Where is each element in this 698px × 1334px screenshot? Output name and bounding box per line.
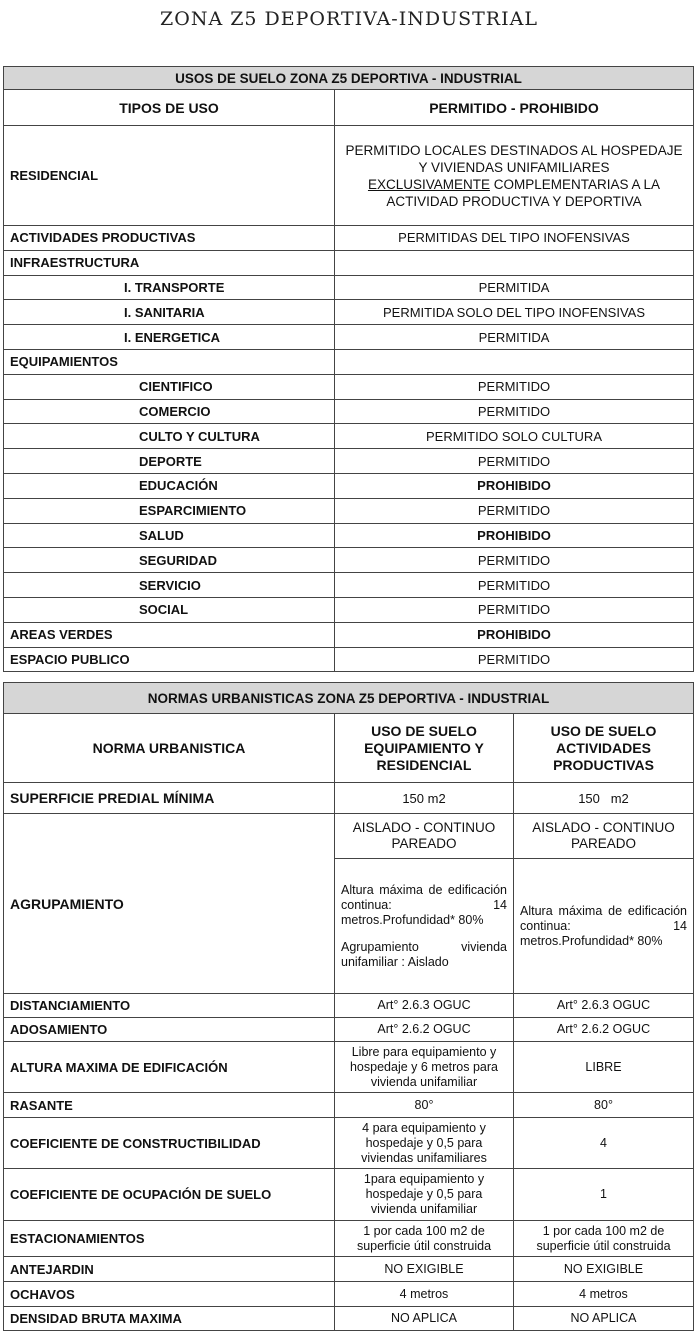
row-value: PROHIBIDO [335, 473, 694, 498]
row-value [335, 126, 694, 226]
row-label: EDUCACIÓN [4, 473, 335, 498]
row-value: PERMITIDO [335, 548, 694, 573]
row-label: CULTO Y CULTURA [4, 424, 335, 449]
table-caption-row [4, 67, 694, 90]
row-label: ACTIVIDADES PRODUCTIVAS [4, 226, 335, 251]
normas-urbanisticas-table [3, 682, 694, 1331]
table-row [4, 449, 694, 474]
table-row [4, 1307, 694, 1331]
table-row [4, 1042, 694, 1093]
column-header: USO DE SUELO EQUIPAMIENTO Y RESIDENCIAL [335, 714, 514, 783]
row-value: NO EXIGIBLE [335, 1257, 514, 1282]
row-label: I. ENERGETICA [4, 325, 335, 350]
row-value: 80° [335, 1093, 514, 1118]
row-value [335, 859, 514, 994]
row-value: NO APLICA [514, 1307, 694, 1331]
table-caption: NORMAS URBANISTICAS ZONA Z5 DEPORTIVA - INDUSTRIAL [4, 683, 694, 714]
table-row [4, 1282, 694, 1307]
row-label: AGRUPAMIENTO [4, 814, 335, 994]
row-label: ESPARCIMIENTO [4, 498, 335, 523]
row-value: Art° 2.6.3 OGUC [514, 994, 694, 1018]
row-value: PERMITIDA SOLO DEL TIPO INOFENSIVAS [335, 300, 694, 325]
row-value [335, 250, 694, 275]
row-label: ESPACIO PUBLICO [4, 647, 335, 672]
table-row [4, 424, 694, 449]
row-label: EQUIPAMIENTOS [4, 349, 335, 374]
value-text: Altura máxima de edificación continua: 14 metros.Profundidad* 80% [341, 882, 507, 927]
table-row [4, 498, 694, 523]
row-label: DEPORTE [4, 449, 335, 474]
row-value: Art° 2.6.2 OGUC [514, 1018, 694, 1042]
table-row [4, 250, 694, 275]
table-row [4, 1257, 694, 1282]
row-label: I. TRANSPORTE [4, 275, 335, 300]
row-label: SUPERFICIE PREDIAL MÍNIMA [4, 783, 335, 814]
row-value: 1 por cada 100 m2 de superficie útil construida [514, 1221, 694, 1257]
page-title: ZONA Z5 DEPORTIVA-INDUSTRIAL [160, 8, 538, 30]
row-value: 1para equipamiento y hospedaje y 0,5 para vivienda unifamiliar [335, 1169, 514, 1221]
table-caption: USOS DE SUELO ZONA Z5 DEPORTIVA - INDUSTRIAL [4, 67, 694, 90]
row-value: PERMITIDO [335, 647, 694, 672]
row-label: SERVICIO [4, 573, 335, 598]
row-label: ESTACIONAMIENTOS [4, 1221, 335, 1257]
row-value: 4 metros [335, 1282, 514, 1307]
row-value: PROHIBIDO [335, 523, 694, 548]
table-row [4, 1018, 694, 1042]
row-label: I. SANITARIA [4, 300, 335, 325]
row-value: 150 m2 [514, 783, 694, 814]
row-value: Altura máxima de edificación continua: 14 metros.Profundidad* 80% [514, 859, 694, 994]
row-label: ANTEJARDIN [4, 1257, 335, 1282]
row-value: PERMITIDO [335, 449, 694, 474]
row-value: PERMITIDAS DEL TIPO INOFENSIVAS [335, 226, 694, 251]
row-label: CIENTIFICO [4, 374, 335, 399]
table-row [4, 325, 694, 350]
row-value: 150 m2 [335, 783, 514, 814]
table-row [4, 573, 694, 598]
row-value: NO APLICA [335, 1307, 514, 1331]
table-row [4, 597, 694, 622]
table-header-row [4, 90, 694, 126]
table-row [4, 1221, 694, 1257]
table-row [4, 548, 694, 573]
row-value: PROHIBIDO [335, 622, 694, 647]
row-value: 4 metros [514, 1282, 694, 1307]
table-row [4, 994, 694, 1018]
row-value: PERMITIDO [335, 399, 694, 424]
table-row [4, 226, 694, 251]
row-label: RESIDENCIAL [4, 126, 335, 226]
value-text: Agrupamiento vivienda unifamiliar : Aislado [341, 939, 507, 969]
row-value: 4 [514, 1118, 694, 1169]
row-value: AISLADO - CONTINUO PAREADO [335, 814, 514, 859]
table-row [4, 399, 694, 424]
row-label: DISTANCIAMIENTO [4, 994, 335, 1018]
column-header: NORMA URBANISTICA [4, 714, 335, 783]
row-label: OCHAVOS [4, 1282, 335, 1307]
row-label: RASANTE [4, 1093, 335, 1118]
row-value: Libre para equipamiento y hospedaje y 6 metros para vivienda unifamiliar [335, 1042, 514, 1093]
row-label: COMERCIO [4, 399, 335, 424]
row-value: PERMITIDA [335, 325, 694, 350]
row-value: PERMITIDA [335, 275, 694, 300]
row-label: COEFICIENTE DE OCUPACIÓN DE SUELO [4, 1169, 335, 1221]
row-value: PERMITIDO [335, 597, 694, 622]
table-row [4, 1169, 694, 1221]
table-row [4, 622, 694, 647]
row-value [335, 349, 694, 374]
row-label: ADOSAMIENTO [4, 1018, 335, 1042]
table-row [4, 300, 694, 325]
column-header: TIPOS DE USO [4, 90, 335, 126]
table-row [4, 1118, 694, 1169]
row-value: NO EXIGIBLE [514, 1257, 694, 1282]
row-label: INFRAESTRUCTURA [4, 250, 335, 275]
row-value: PERMITIDO [335, 374, 694, 399]
row-value: PERMITIDO SOLO CULTURA [335, 424, 694, 449]
row-value: Art° 2.6.2 OGUC [335, 1018, 514, 1042]
row-value: 4 para equipamiento y hospedaje y 0,5 para viviendas unifamiliares [335, 1118, 514, 1169]
table-row [4, 814, 694, 859]
row-value: 1 por cada 100 m2 de superficie útil construida [335, 1221, 514, 1257]
table-row [4, 374, 694, 399]
row-value: Art° 2.6.3 OGUC [335, 994, 514, 1018]
value-underlined-text: EXCLUSIVAMENTE [367, 176, 490, 192]
table-header-row [4, 714, 694, 783]
row-label: ALTURA MAXIMA DE EDIFICACIÓN [4, 1042, 335, 1093]
row-label: AREAS VERDES [4, 622, 335, 647]
column-header: USO DE SUELO ACTIVIDADES PRODUCTIVAS [514, 714, 694, 783]
table-row [4, 1093, 694, 1118]
table-row [4, 473, 694, 498]
row-label: COEFICIENTE DE CONSTRUCTIBILIDAD [4, 1118, 335, 1169]
row-label: SEGURIDAD [4, 548, 335, 573]
column-header: PERMITIDO - PROHIBIDO [335, 90, 694, 126]
table-row [4, 349, 694, 374]
table-row [4, 523, 694, 548]
value-text: COMPLEMENTARIAS A LA ACTIVIDAD PRODUCTIVA Y DEPORTIVA [386, 176, 661, 209]
table-row [4, 647, 694, 672]
row-value: AISLADO - CONTINUO PAREADO [514, 814, 694, 859]
usos-de-suelo-table [3, 66, 694, 672]
table-row [4, 783, 694, 814]
row-value: PERMITIDO [335, 498, 694, 523]
row-label: SALUD [4, 523, 335, 548]
table-caption-row [4, 683, 694, 714]
row-value: 1 [514, 1169, 694, 1221]
row-label: DENSIDAD BRUTA MAXIMA [4, 1307, 335, 1331]
row-value: LIBRE [514, 1042, 694, 1093]
table-row [4, 126, 694, 226]
value-text: PERMITIDO LOCALES DESTINADOS AL HOSPEDAJE Y VIVIENDAS UNIFAMILIARES [345, 142, 683, 175]
row-value: PERMITIDO [335, 573, 694, 598]
table-row [4, 275, 694, 300]
row-value: 80° [514, 1093, 694, 1118]
row-label: SOCIAL [4, 597, 335, 622]
